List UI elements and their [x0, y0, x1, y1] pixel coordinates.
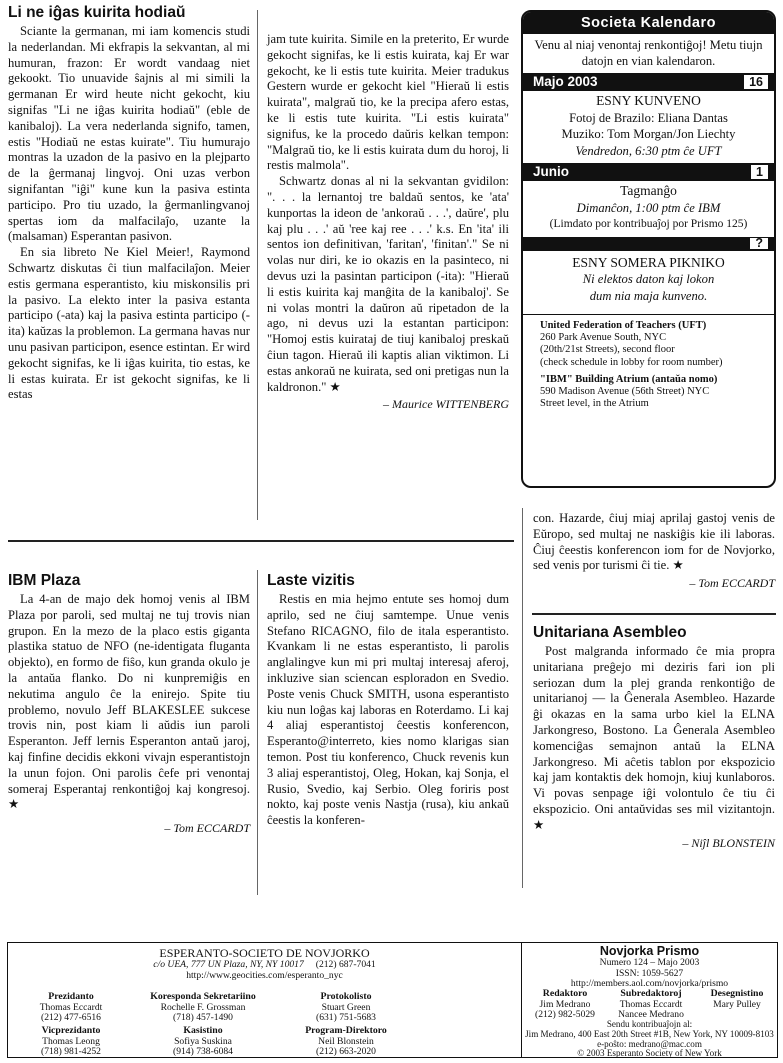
staff-redaktoro — [526, 989, 604, 1021]
event-pikniko — [523, 251, 774, 309]
copyright: © 2003 Esperanto Society of New York — [577, 1048, 722, 1059]
prismo-issn: ISSN: 1059-5627 — [615, 967, 684, 979]
venue-line: (check schedule in lobby for room number) — [540, 356, 723, 368]
prismo-title: Novjorka Prismo — [599, 944, 700, 958]
officer-role: Kasistino — [183, 1025, 223, 1036]
event-detail: dum nia maja kunveno. — [589, 288, 708, 303]
send-label: Sendu kontribuaĵojn al: — [606, 1019, 693, 1029]
venue-line: Street level, in the Atrium — [540, 398, 649, 410]
article-paragraph: La 4-an de majo dek homoj venis al IBM Plaza por paroli, sed multaj ne tuj trovis nian grupon. En la mezo de la placo estis giganta plastika statuo de NFO (ne-identigata fluganta objekto), en formo de fiŝo, kun granda okulo je la antaŭa flanko. Do ni kunpremiĝis en nekutima angulo ĉe la enirejo. Spite tiu problemo, novulo Jeff BLAKESLEE sukcese trovis nin, post kiam li aŭdis iun paroli Esperanton. Jeff lernis Esperanton antaŭ jaroj, kaj finfine decidis ekkoni vivajn esperantistojn la unun fojon. Oni parolis ĉefe pri venontaj someraj Esperantaj renkontiĝoj kaj kongresoj. ★ — [8, 592, 250, 812]
event-kunveno — [523, 91, 774, 163]
venue-uft — [540, 320, 770, 369]
officer-phone: (718) 457-1490 — [173, 1012, 233, 1023]
article-headline-hodiau: Li ne iĝas kuirita hodiaŭ — [8, 4, 186, 21]
event-note: (Limdato por kontribuaĵoj por Prismo 125) — [549, 218, 748, 230]
article-headline: IBM Plaza — [8, 572, 81, 589]
officer-sekretariino — [128, 992, 278, 1024]
officer-name: Rochelle F. Grossman — [160, 1001, 246, 1013]
venue-line: 590 Madison Avenue (56th Street) NYC — [540, 386, 710, 398]
month-label: Junio — [533, 164, 569, 179]
officer-protokolisto — [286, 992, 406, 1024]
section-divider — [532, 613, 776, 615]
article-paragraph: Schwartz donas al ni la sekvantan gvidilon: ". . . la lernantoj tre baldaŭ sentos, ke 'ata' kunportas la ideon de 'ankoraŭ . . .', daŭre', plu kaj plu . . .' aŭ 'ree kaj ree . . .' k.s. En 'ita' ili sentos ion definitivan, 'faritan', 'finitan'." Se ni volas nur diri, ke io okazis en la pasinteco, ni devus uzi la pasintan participon (-ita): "Hieraŭ li estis kuirita kaj manĝita de la kanibaloj'. Se ni volas montri la daŭron aŭ ripetadon de la ago, ni devus uzi la estantan participon: "Homoj estis kuirataj de tiuj kanibaloj preskaŭ ĉiun tagon. Hieraŭ ili kaptis alian viktimon. Li estas ankoraŭ ne kuirata, sed oni pretigas nun la kaldronon." ★ — [267, 174, 509, 394]
staff-line: Mary Pulley — [713, 998, 761, 1010]
prismo-info — [522, 945, 777, 990]
month-bar-junio — [523, 163, 774, 181]
staff-line: (212) 982-5029 — [535, 1009, 595, 1020]
day-number: 1 — [751, 165, 768, 179]
society-address: c/o UEA, 777 UN Plaza, NY, NY 10017 — [153, 959, 304, 970]
calendar-intro: Venu al niaj venontaj renkontiĝoj! Metu tiujn datojn en vian kalendaron. — [534, 38, 763, 68]
article-paragraph: En sia libreto Ne Kiel Meier!, Raymond Schwartz diskutas ĉi tiun malfacilaĵon. Meier estis germana esperantisto, kiu miskonsilis pri la pasivo. La elekto inter la pasiva estanta participo (-ata) kaj la pasiva estinta participo (-ita) kaŭzas la problemon. La germana havas nur unu pasivan participon, esence estintan. Er wird gekocht signifas, ke li iĝas kuirita, tio estas, ke li estas kuirata. Er ist gekocht signifas, ke li estas — [8, 245, 250, 402]
venue-list — [523, 314, 774, 410]
society-phone: (212) 687-7041 — [315, 959, 376, 970]
staff-line: Thomas Eccardt — [619, 998, 683, 1010]
prismo-url[interactable]: http://members.aol.com/novjorka/prismo — [570, 978, 729, 990]
event-detail: Fotoj de Brazilo: Eliana Dantas — [569, 110, 728, 125]
article-signature: – Maurice WITTENBERG — [267, 397, 509, 413]
venue-line: 260 Park Avenue South, NYC — [540, 332, 667, 344]
officer-phone: (212) 477-6516 — [41, 1012, 101, 1023]
article-signature: – Niĵl BLONSTEIN — [533, 836, 775, 852]
article-unitariana — [533, 624, 775, 851]
venue-name: United Federation of Teachers (UFT) — [540, 320, 707, 331]
event-detail: Muziko: Tom Morgan/Jon Liechty — [561, 127, 736, 141]
officer-prezidanto — [16, 992, 126, 1024]
article-continuation — [533, 511, 775, 592]
prismo-issue: Numero 124 – Majo 2003 — [599, 957, 700, 968]
officer-role: Prezidanto — [48, 991, 94, 1002]
send-email[interactable]: e-poŝto: medrano@mac.com — [597, 1038, 702, 1049]
officer-program-direktoro — [286, 1026, 406, 1058]
society-name: ESPERANTO-SOCIETO DE NOVJORKO — [159, 946, 370, 960]
society-info — [8, 947, 521, 981]
event-time: Dimanĉon, 1:00 ptm ĉe IBM — [576, 200, 721, 215]
calendar-title: Societa Kalendaro — [523, 12, 774, 34]
officer-role: Protokolisto — [320, 991, 372, 1002]
event-tagmango — [523, 181, 774, 237]
article-signature: – Tom ECCARDT — [533, 576, 775, 592]
officer-role: Vicprezidanto — [41, 1025, 101, 1036]
officer-phone: (914) 738-6084 — [173, 1046, 233, 1057]
article-paragraph: Restis en mia hejmo entute ses homoj dum aprilo, sed ne ĉiuj samtempe. Unue venis Stefano RICAGNO, filo de itala esperantisto. Kvankam li ne estas esperantisto, li parolis anglalingve kun mi pri multaj interesaj aferoj, inkluzive sian sciencan esploradon en Svedio. Poste venis Chuck SMITH, usona esperantisto kiu nun loĝas kaj laboras en Roterdamo. Li kaj 4 aliaj esperantistoj ĉeestis konferencon, Esperanto@interreto, kies nomo klarigas sian temon. Post tiu konferenco, Chuck revenis kun 3 aliaj esperantistoj, Oleg, Hokan, kaj Sonja, el Rusio, Svedio, kaj Serbio. Oleg foriris post nokto, kaj poste venis Nastja (rusa), kiu ankaŭ ĉeestis la konferen- — [267, 592, 509, 828]
venue-ibm — [540, 374, 770, 411]
staff-line: Jim Medrano — [539, 998, 591, 1010]
society-contact — [8, 960, 521, 971]
staff-line: Nancee Medrano — [618, 1009, 684, 1020]
staff-role: Desegnistino — [710, 988, 764, 999]
month-label: Majo 2003 — [533, 74, 598, 89]
staff-role: Redaktoro — [542, 988, 588, 999]
staff-subredaktoroj — [606, 989, 696, 1021]
day-number: ? — [750, 238, 768, 249]
officer-phone: (631) 751-5683 — [316, 1012, 376, 1023]
venue-name: "IBM" Building Atrium (antaŭa nomo) — [540, 373, 718, 385]
officer-role: Korespondа Sekretariino — [150, 991, 256, 1002]
officer-kasistino — [128, 1026, 278, 1058]
officer-name: Thomas Eccardt — [39, 1001, 103, 1013]
month-bar-majo — [523, 73, 774, 91]
article-col1 — [8, 4, 250, 403]
staff-desegnistino — [698, 989, 776, 1010]
article-headline: Unitariana Asembleo — [533, 624, 687, 641]
event-title: ESNY SOMERA PIKNIKO — [572, 254, 725, 270]
event-title: Tagmanĝo — [620, 183, 677, 198]
column-divider — [257, 10, 258, 520]
article-laste-vizitis — [267, 572, 509, 829]
column-divider — [257, 570, 258, 895]
officer-phone: (212) 663-2020 — [316, 1046, 376, 1057]
officer-name: Neil Blonstein — [318, 1035, 374, 1047]
column-divider — [522, 508, 523, 888]
officer-role: Program-Direktoro — [305, 1025, 387, 1036]
section-divider — [8, 540, 514, 542]
venue-line: (20th/21st Streets), second floor — [540, 344, 675, 356]
article-paragraph: jam tute kuirita. Simile en la preterito, Er wurde gekocht signifas, ke li estis kuirata, kaj Er war gekocht, ke li estis tute kuirita. Meier tradukus Gestern wurde er gekocht kiel "Hieraŭ li estis kuirata", malgraŭ tio, ke la precipa afero estas, ke li estis tute kuirita. "Li estis kuirata" signifus, ke la procedo daŭris kelkan tempon: "Malgraŭ tio, ke li estis kuirata dum du horoj, li restis malmola". — [267, 32, 510, 173]
article-headline: Laste vizitis — [267, 572, 355, 589]
staff-role: Subredaktoroj — [620, 988, 682, 999]
day-number: 16 — [744, 75, 768, 89]
event-title: ESNY KUNVENO — [596, 93, 701, 108]
officer-name: Sofiya Suskina — [174, 1035, 232, 1047]
officer-phone: (718) 981-4252 — [41, 1046, 101, 1057]
society-url[interactable]: http://www.geocities.com/esperanto_nyc — [186, 969, 343, 981]
society-calendar — [521, 10, 776, 488]
article-paragraph: Sciante la germanan, mi iam komencis studi la nederlandan. Mi ekfrapis la sekvantan, al mi humuran, frazon: Er wordt vandaag niet gekookt. Tio unuavide ŝajnis al mi simili la germanan Er wird heute nicht gekocht, kiu signifas "Li ne iĝas kuirita hodiaŭ" (eble de kanibaloj). La vera nederlanda signifo, tamen, estis "Hodiaŭ ne estas kuirate". Tiu humurajo montras la uzadon de la pasivo en la plejparto de la ĝermanaj lingvoj. Oni uzas verbon signifantan "iĝi" kune kun la pasiva estinta participo. Pro tiu uzado, la ĝermanlingvanoj spertas iom da malfacilaĵo, uzante la (malsaman) Esperantan pasivon. — [8, 24, 250, 244]
article-col2 — [267, 32, 509, 413]
prismo-submission — [522, 1020, 777, 1059]
officer-vicprezidanto — [16, 1026, 126, 1058]
send-address: Jim Medrano, 400 East 20th Street #1B, New York, NY 10009-8103 — [525, 1028, 774, 1039]
event-detail: Ni elektos daton kaj lokon — [582, 272, 715, 286]
officer-name: Thomas Leong — [42, 1035, 100, 1047]
month-bar-unknown — [523, 237, 774, 251]
article-ibm-plaza — [8, 572, 250, 837]
event-time: Vendredon, 6:30 ptm ĉe UFT — [575, 143, 722, 158]
officer-name: Stuart Green — [321, 1001, 371, 1013]
masthead-footer — [7, 942, 778, 1058]
article-paragraph: Post malgranda informado ĉe mia propra unitariana preĝejo mi deziris fari ion pli seriozan dum la plej granda renkontiĝo de unitarianoj — la Ĝenerala Asembleo. Hazarde ĝi okazas en la sama urbo kiel la ELNA Jarkongreso, Bostono. La Ĝenerala Asembleo komenciĝas semajnon antaŭ la ELNA Jarkongreso. Mi aĉetis tablon por ekspozicio kaj jam kontaktis dek homojn, kiuj kunlaboros. Vi povas senpage iĝi volontulo ĉe tiu ĉi ekspozicio. Oni antaŭvidas ses mil vizitantojn. ★ — [533, 644, 775, 832]
article-signature: – Tom ECCARDT — [8, 821, 250, 837]
article-paragraph: con. Hazarde, ĉiuj miaj aprilaj gastoj venis de Eŭropo, sed multaj ne naskiĝis kie ili laboras. Ĉiuj ĉeestis konferencon iom for de Novjorko, sed venis por turismi ĉi tie. ★ — [533, 511, 775, 573]
